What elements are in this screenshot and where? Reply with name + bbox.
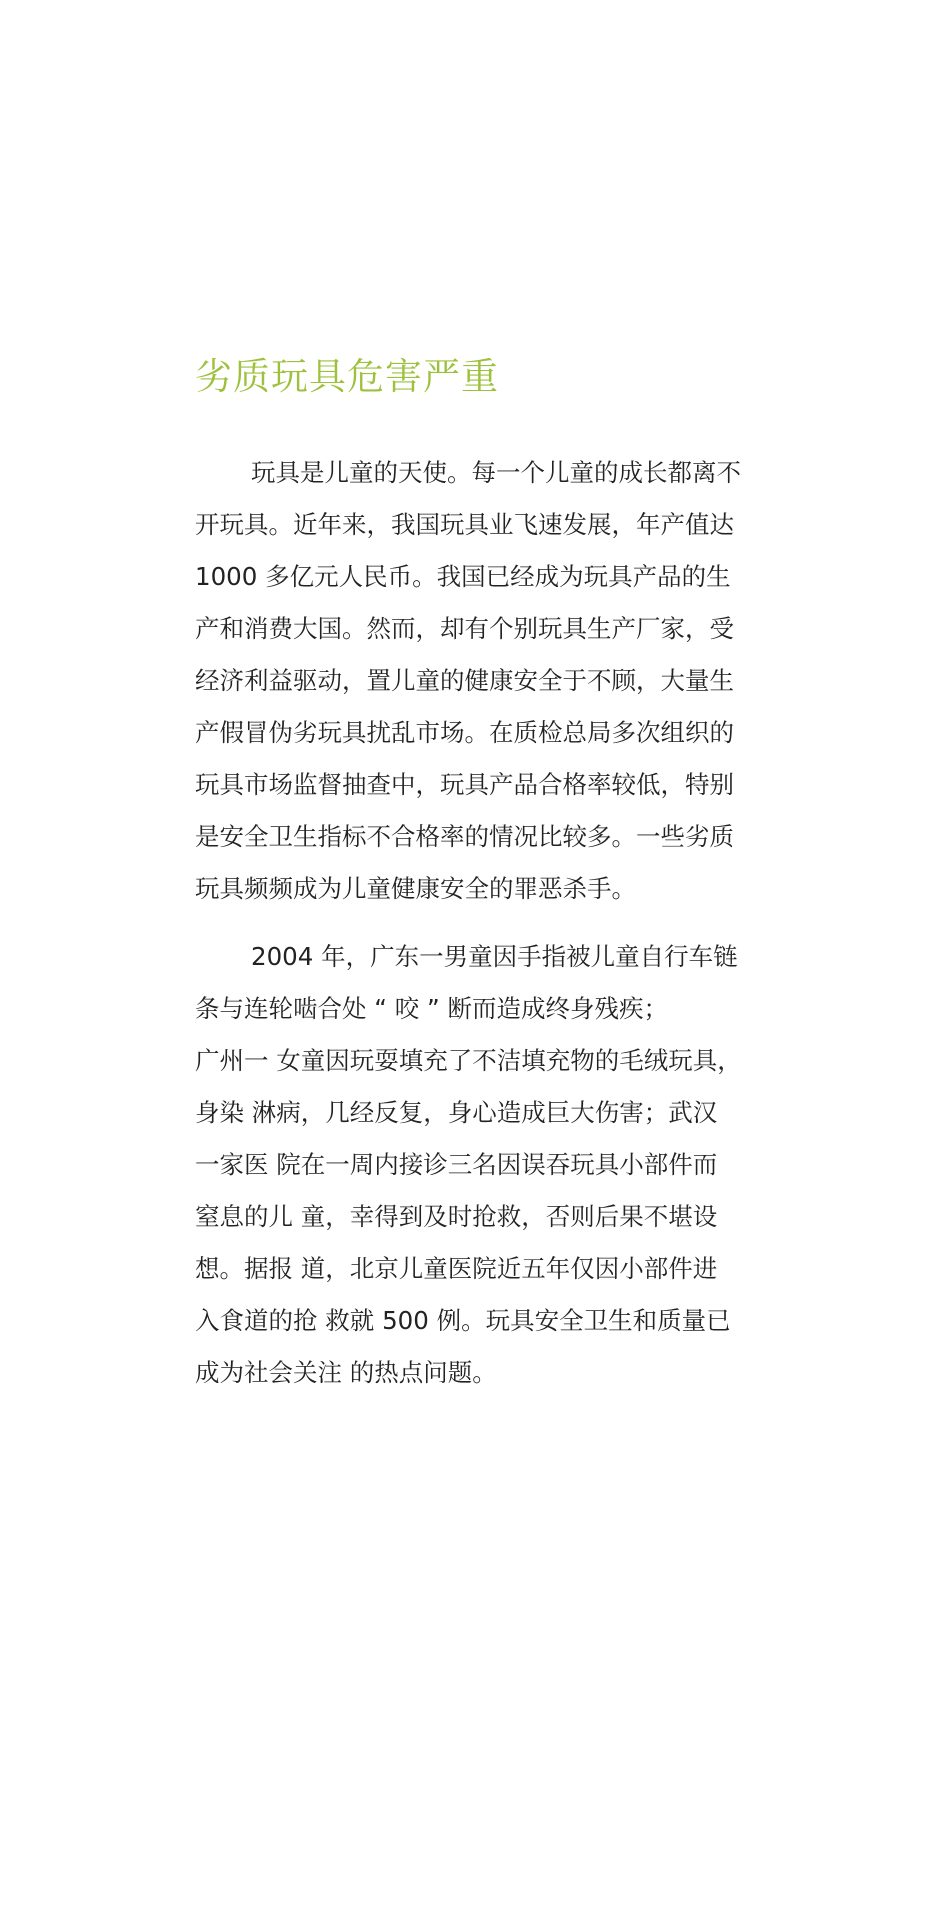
article-title: 劣质玩具危害严重 [195,355,499,398]
paragraph [195,447,775,915]
paragraph-line: 玩具是儿童的天使。每一个儿童的成长都离不 [251,458,741,488]
paragraph-line: 开玩具。近年来，我国玩具业飞速发展，年产值达 [195,510,734,540]
paragraph-line: 入食道的抢 救就 500 例。玩具安全卫生和质量已 [195,1306,731,1336]
paragraph-line: 1000 多亿元人民币。我国已经成为玩具产品的生 [195,562,731,592]
paragraph-line: 产和消费大国。然而，却有个别玩具生产厂家，受 [195,614,734,644]
paragraph-line: 玩具市场监督抽查中，玩具产品合格率较低，特别 [195,770,734,800]
paragraph-line: 经济利益驱动，置儿童的健康安全于不顾，大量生 [195,666,734,696]
article [195,355,775,1399]
paragraph-line: 玩具频频成为儿童健康安全的罪恶杀手。 [195,874,636,904]
paragraph-line: 产假冒伪劣玩具扰乱市场。在质检总局多次组织的 [195,718,734,748]
paragraph [195,931,775,1399]
paragraph-line: 身染 淋病，几经反复，身心造成巨大伤害；武汉 [195,1098,718,1128]
paragraph-line: 想。据报 道，北京儿童医院近五年仅因小部件进 [195,1254,718,1284]
paragraph-line: 是安全卫生指标不合格率的情况比较多。一些劣质 [195,822,734,852]
paragraph-line: 2004 年，广东一男童因手指被儿童自行车链 [251,942,738,972]
paragraph-line: 广州一 女童因玩耍填充了不洁填充物的毛绒玩具， [195,1046,742,1076]
paragraph-line: 一家医 院在一周内接诊三名因误吞玩具小部件而 [195,1150,718,1180]
paragraph-line: 条与连轮啮合处 “ 咬 ” 断而造成终身残疾； [195,994,669,1024]
paragraph-line: 成为社会关注 的热点问题。 [195,1358,497,1388]
paragraph-line: 窒息的儿 童，幸得到及时抢救，否则后果不堪设 [195,1202,718,1232]
